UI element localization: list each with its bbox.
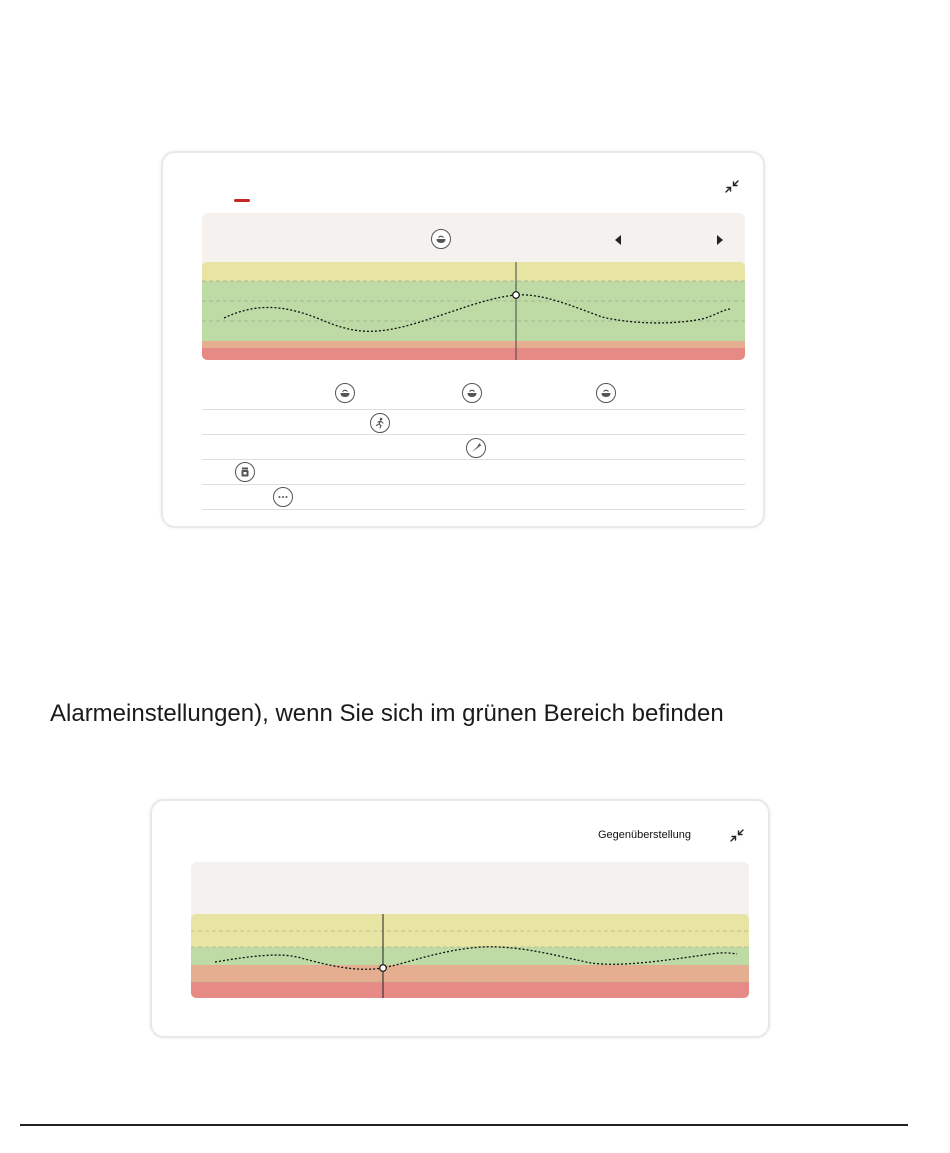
- comparison-label[interactable]: Gegenüberstellung: [598, 829, 691, 841]
- row-divider: [202, 509, 745, 510]
- row-divider: [202, 409, 745, 410]
- red-indicator-mark: [234, 199, 250, 202]
- zone-yellow: [202, 262, 745, 281]
- meal-bowl-icon[interactable]: [335, 383, 355, 403]
- glucose-zone-chart-2: [191, 914, 749, 998]
- row-divider: [202, 484, 745, 485]
- instruction-text: Alarmeinstellungen), wenn Sie sich im grünen Bereich befinden: [50, 700, 724, 727]
- triangle-left-icon[interactable]: [615, 235, 621, 245]
- glucose-zone-chart-1: [202, 262, 745, 360]
- triangle-right-icon[interactable]: [717, 235, 723, 245]
- zone-orange: [202, 341, 745, 348]
- zone-green: [191, 947, 749, 965]
- carrot-icon[interactable]: [466, 438, 486, 458]
- cursor-point: [380, 965, 387, 972]
- row-divider: [202, 434, 745, 435]
- more-dots-icon[interactable]: [273, 487, 293, 507]
- row-divider: [202, 459, 745, 460]
- zone-red: [202, 348, 745, 360]
- meal-bowl-icon[interactable]: [431, 229, 451, 249]
- zone-red: [191, 982, 749, 998]
- collapse-arrows-icon[interactable]: [724, 179, 740, 195]
- glucose-detail-card-comparison: [150, 799, 770, 1038]
- meal-bowl-icon[interactable]: [596, 383, 616, 403]
- medication-jar-icon[interactable]: [235, 462, 255, 482]
- meal-bowl-icon[interactable]: [462, 383, 482, 403]
- cursor-point: [513, 292, 520, 299]
- running-person-icon[interactable]: [370, 413, 390, 433]
- zone-green: [202, 281, 745, 341]
- zone-orange: [191, 965, 749, 982]
- zone-yellow: [191, 914, 749, 947]
- footer-rule: [20, 1124, 908, 1126]
- collapse-arrows-icon[interactable]: [729, 828, 745, 844]
- glucose-detail-card-expanded: [161, 151, 765, 528]
